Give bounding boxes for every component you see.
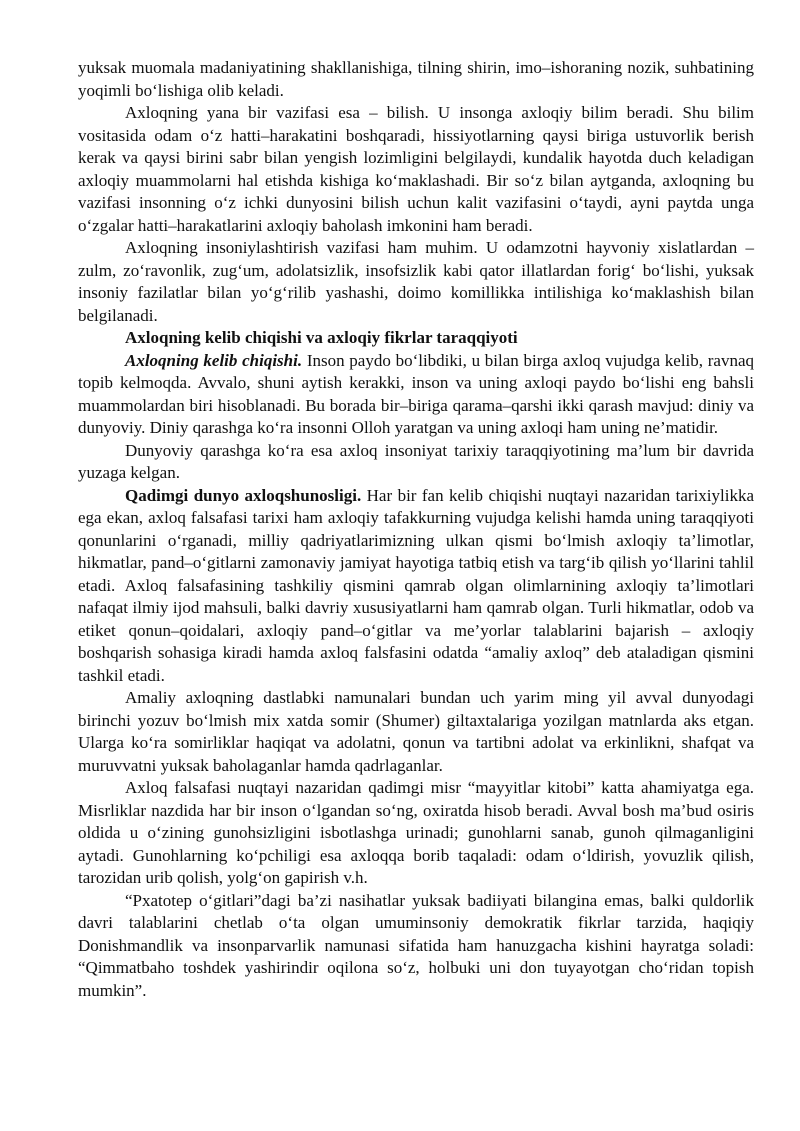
paragraph-5: Dunyoviy qarashga ko‘ra esa axloq insoniyat tarixiy taraqqiyotining ma’lum bir davrida yuzaga kelgan. [78, 440, 754, 482]
paragraph-1: yuksak muomala madaniyatining shakllanishiga, tilning shirin, imo–ishoraning nozik, suhbatining yoqimli bo‘lishiga olib keladi. [78, 58, 754, 100]
paragraph-4 [78, 350, 754, 440]
document-page [78, 57, 754, 1002]
paragraph-8: Axloq falsafasi nuqtayi nazaridan qadimgi misr “mayyitlar kitobi” katta ahamiyatga ega. Misrliklar nazdida har bir inson o‘lgandan so‘ng, oxiratda hisob beradi. Avval bosh ma’bud osiris oldida u o‘zining gunohsizligini isbotlashga urinadi; gunohlarni sanab, gunoh qilmaganligini aytadi. Gunohlarning ko‘pchiligi esa axloqqa borib taqaladi: odam o‘ldirish, yovuzlik qilish, tarozidan urib qolish, yolg‘on gapirish v.h. [78, 778, 754, 887]
paragraph-7: Amaliy axloqning dastlabki namunalari bundan uch yarim ming yil avval dunyodagi birinchi yozuv bo‘lmish mix xatda somir (Shumer) giltaxtalariga yozilgan matnlarda aks etgan. Ularga ko‘ra somirliklar haqiqat va adolatni, qonun va tartibni adolat va erkinlikni, shafqat va muruvvatni yuksak baholaganlar hamda qadrlaganlar. [78, 688, 754, 775]
paragraph-6-lead: Qadimgi dunyo axloqshunosligi. [125, 485, 362, 505]
paragraph-4-body: Inson paydo bo‘libdiki, u bilan birga axloq vujudga kelib, ravnaq topib kelmoqda. Avvalo, shuni aytish kerakki, inson va uning axloqi paydo bo‘lishi eng bahsli muammolardan biri hisoblanadi. Bu borada bir–biriga qarama–qarshi ikki qarash mavjud: diniy va dunyoviy. Diniy qarashga ko‘ra insonni Olloh yaratgan va uning axloqi ham uning ne’matidir. [78, 350, 754, 437]
paragraph-6-body: Har bir fan kelib chiqishi nuqtayi nazaridan tarixiylikka ega ekan, axloq falsafasi tarixi ham axloqiy tafakkurning vujudga kelishi hamda uning taraqqiyoti qonunlarini o‘rganadi, milliy qadriyatlarimizning ulkan qismi bo‘lmish axloqiy ta’limotlar, hikmatlar, pand–o‘gitlarni zamonaviy jamiyat hayotiga tatbiq etish va targ‘ib qilish yo‘llarini tahlil etadi. Axloq falsafasining tashkiliy qismini qamrab olgan olimlarnining axloqiy ta’limotlari nafaqat ilmiy ijod mahsuli, balki davriy xususiyatlarni ham qamrab olgan. Turli hikmatlar, odob va etiket qonun–qoidalari, axloqiy pand–o‘gitlar va me’yorlar talablarini bajarish – axloqiy boshqarish sohasiga kiradi hamda axloq falsfasini odatda “amaliy axloq” deb ataladigan qismini tashkil etadi. [78, 485, 755, 685]
paragraph-4-lead: Axloqning kelib chiqishi. [125, 350, 303, 370]
section-heading: Axloqning kelib chiqishi va axloqiy fikrlar taraqqiyoti [125, 328, 518, 347]
paragraph-2: Axloqning yana bir vazifasi esa – bilish. U insonga axloqiy bilim beradi. Shu bilim vositasida odam o‘z hatti–harakatini boshqaradi, hissiyotlarning qaysi biriga ustuvorlik berish kerak va qaysi birini sabr bilan yengish lozimligini belgilaydi, kundalik hayotda duch keladigan axloqiy muammolarni hal etishda kishiga ko‘maklashadi. Bir so‘z bilan aytganda, axloqning bu vazifasi insonning o‘z ichki dunyosini bilish uchun kalit vazifasini o‘taydi, ayni paytda unga o‘zgalar hatti–harakatlarini axloqiy baholash imkonini ham beradi. [78, 103, 754, 235]
paragraph-6 [78, 485, 754, 688]
paragraph-3: Axloqning insoniylashtirish vazifasi ham muhim. U odamzotni hayvoniy xislatlardan – zulm, zo‘ravonlik, zug‘um, adolatsizlik, insofsizlik kabi qator illatlardan forig‘ bo‘lishi, yuksak insoniy fazilatlar bilan yo‘g‘rilib yashashi, doimo komillikka intilishiga ko‘maklashish bilan belgilanadi. [78, 238, 754, 325]
paragraph-9: “Pxatotep o‘gitlari”dagi ba’zi nasihatlar yuksak badiiyati bilangina emas, balki quldorlik davri talablarini chetlab o‘ta olgan umuminsoniy demokratik fikrlar tarzida, haqiqiy Donishmandlik va insonparvarlik namunasi sifatida ham hanuzgacha kishini hayratga soladi: “Qimmatbaho toshdek yashirindir oqilona so‘z, holbuki uni don tuyayotgan cho‘ridan topish mumkin”. [78, 890, 754, 1000]
